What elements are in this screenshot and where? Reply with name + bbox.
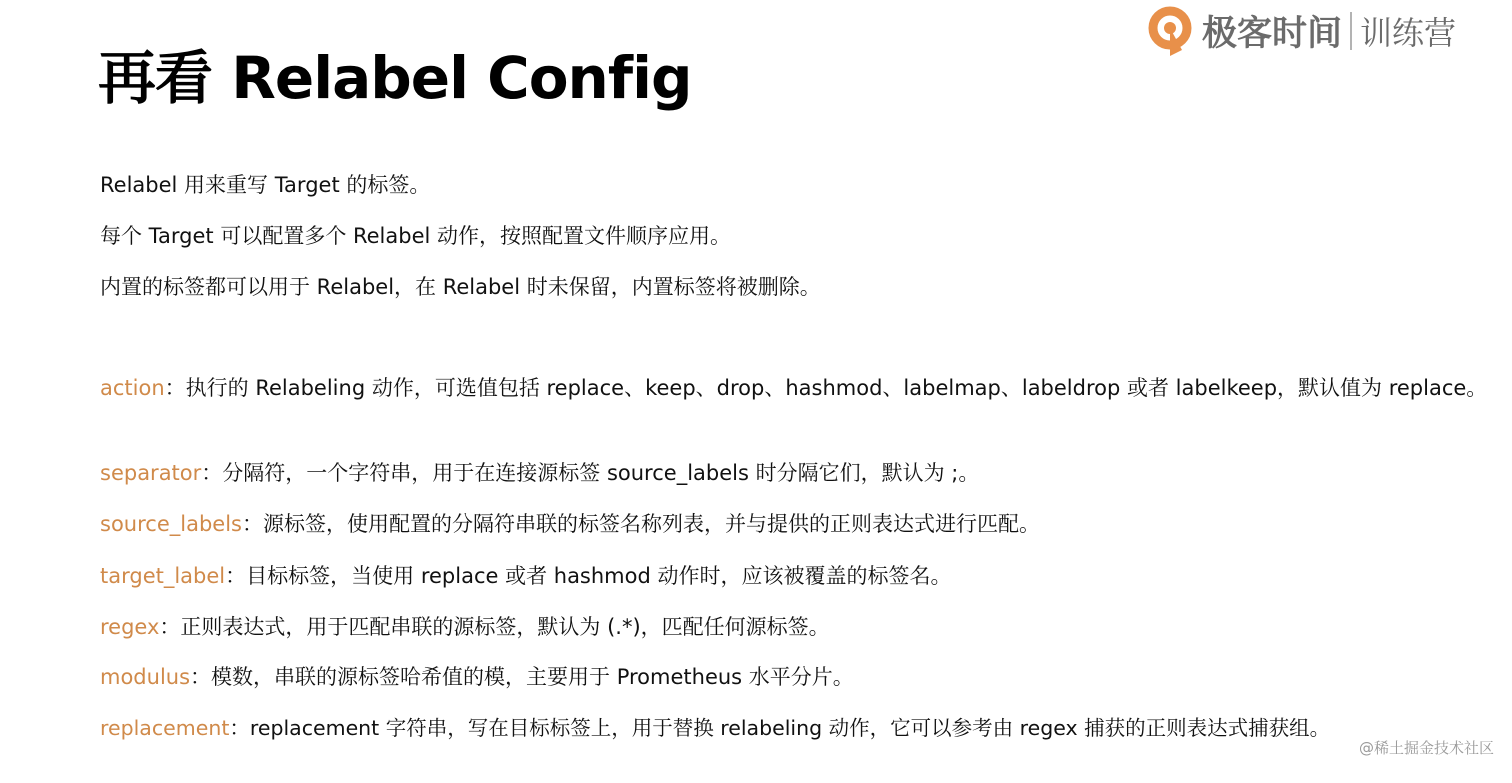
intro-line: 内置的标签都可以用于 Relabel，在 Relabel 时未保留，内置标签将被删除。 <box>100 275 821 299</box>
param-item-replacement <box>100 711 1490 746</box>
geektime-logo-icon <box>1148 6 1194 56</box>
param-name: source_labels <box>100 512 242 536</box>
param-item-action <box>100 371 1490 406</box>
param-item-target-label <box>100 559 1490 594</box>
param-desc: ：源标签，使用配置的分隔符串联的标签名称列表，并与提供的正则表达式进行匹配。 <box>241 512 1040 536</box>
param-desc: ：正则表达式，用于匹配串联的源标签，默认为 (.*)，匹配任何源标签。 <box>159 615 830 639</box>
param-item-source-labels <box>100 507 1490 542</box>
param-item-regex <box>100 610 1490 645</box>
param-name: separator <box>100 461 202 485</box>
param-desc: ：模数，串联的源标签哈希值的模，主要用于 Prometheus 水平分片。 <box>190 665 854 689</box>
param-name: modulus <box>100 665 191 689</box>
param-desc: ：分隔符，一个字符串，用于在连接源标签 source_labels 时分隔它们，默认为 ;。 <box>201 461 980 485</box>
param-desc: ：replacement 字符串，写在目标标签上，用于替换 relabeling 动作，它可以参考由 regex 捕获的正则表达式捕获组。 <box>229 716 1331 740</box>
param-item-modulus <box>100 660 1490 695</box>
param-name: action <box>100 376 165 400</box>
param-desc: ：执行的 Relabeling 动作，可选值包括 replace、keep、drop、hashmod、labelmap、labeldrop 或者 labelkeep，默认值为 replace。 <box>164 376 1488 400</box>
brand-divider <box>1350 12 1352 50</box>
param-name: replacement <box>100 716 230 740</box>
brand-header <box>1148 6 1456 56</box>
brand-name: 极客时间 <box>1202 14 1343 54</box>
brand-subtitle: 训练营 <box>1360 14 1457 52</box>
param-desc: ：目标标签，当使用 replace 或者 hashmod 动作时，应该被覆盖的标签名。 <box>225 564 952 588</box>
param-name: regex <box>100 615 160 639</box>
intro-line: Relabel 用来重写 Target 的标签。 <box>100 173 431 197</box>
param-name: target_label <box>100 564 226 588</box>
page-title: 再看 Relabel Config <box>98 44 692 112</box>
intro-line: 每个 Target 可以配置多个 Relabel 动作，按照配置文件顺序应用。 <box>100 224 732 248</box>
param-item-separator <box>100 456 1490 491</box>
watermark: @稀土掘金技术社区 <box>1358 739 1494 757</box>
